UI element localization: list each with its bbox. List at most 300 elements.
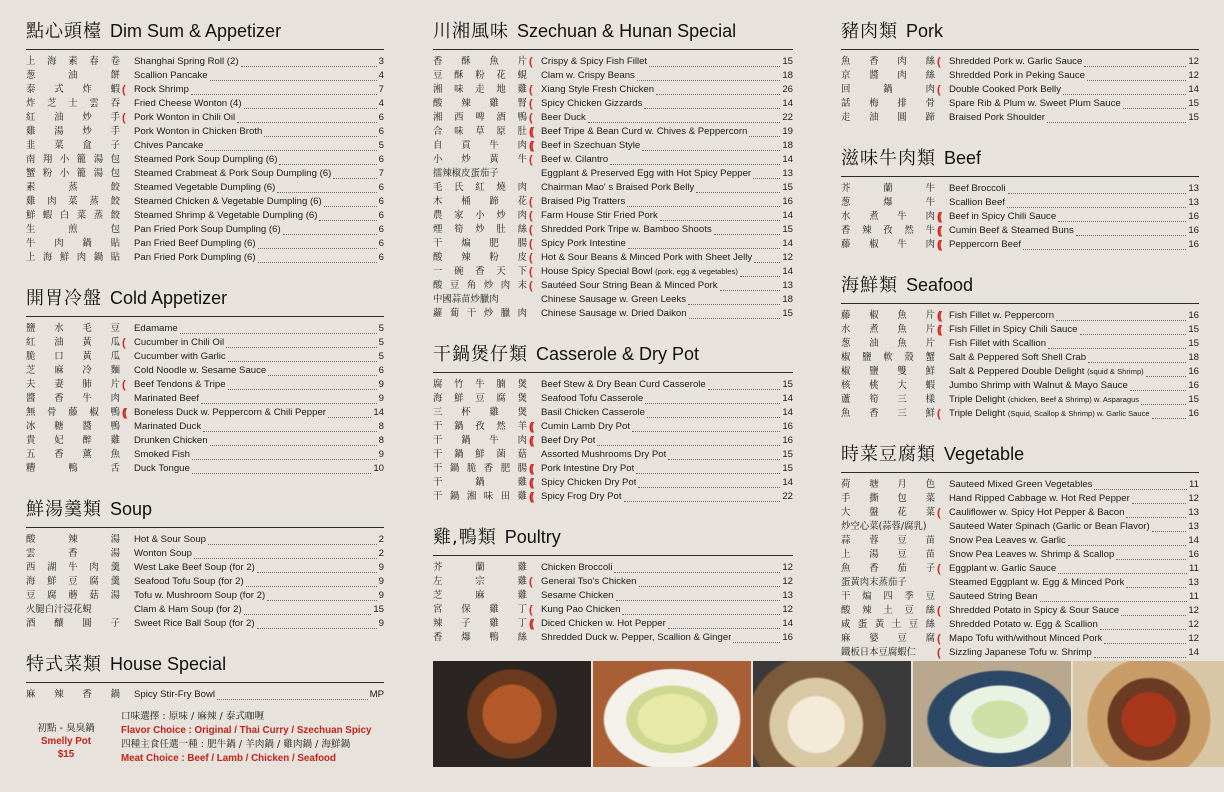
menu-item-zh [26, 406, 120, 420]
menu-item-price: 15 [782, 56, 793, 67]
menu-item-price: 12 [782, 576, 793, 587]
menu-item [841, 393, 1199, 407]
chili-pepper-icon: (( [122, 407, 126, 419]
section-title-en: Szechuan & Hunan Special [517, 21, 737, 41]
menu-item-en-text: Pork Wonton in Chicken Broth [134, 126, 263, 137]
menu-item-zh [433, 237, 527, 251]
zh-char: 盤 [869, 507, 879, 518]
zh-char: 脆 [26, 351, 36, 362]
menu-item [433, 490, 793, 504]
menu-item-zh [841, 506, 935, 520]
zh-char: 生 [26, 224, 36, 235]
menu-item-zh [433, 251, 527, 265]
menu-item-price: 16 [1188, 225, 1199, 236]
zh-char: 鍋 [461, 435, 471, 446]
zh-char: 羊 [517, 421, 527, 432]
zh-char: 湯 [54, 126, 64, 137]
zh-char: 土 [883, 605, 893, 616]
menu-item-price: 14 [782, 477, 793, 488]
zh-char: 蒸 [68, 182, 78, 193]
zh-char: 春 [89, 56, 99, 67]
zh-char: 塘 [869, 479, 879, 490]
menu-item-en [949, 69, 1085, 83]
zh-char: 三 [897, 394, 907, 405]
menu-item-price: 14 [1188, 84, 1199, 95]
menu-item-en-text: Diced Chicken w. Hot Pepper [541, 618, 666, 629]
menu-item-price: 4 [378, 98, 384, 109]
zh-char: 蘿 [433, 308, 443, 319]
zh-char: 肉 [110, 393, 120, 404]
zh-char: 小 [475, 210, 485, 221]
zh-char: 菜 [68, 196, 78, 207]
menu-item-en [949, 323, 1078, 337]
zh-char: 豆 [897, 535, 907, 546]
zh-char: 餃 [110, 210, 120, 221]
section-title [841, 443, 1199, 473]
menu-item-en-text: Braised Pork Shoulder [949, 112, 1045, 123]
chili-pepper-icon: ( [937, 633, 939, 645]
zh-char: 婆 [869, 633, 879, 644]
menu-item-en-text: Cumin Beef & Steamed Buns [949, 225, 1074, 236]
menu-item-en [541, 631, 731, 645]
menu-item-en-text: Chinese Sausage w. Dried Daikon [541, 308, 687, 319]
zh-char: 桃 [869, 380, 879, 391]
menu-item [26, 167, 384, 181]
zh-char: 葱 [841, 338, 851, 349]
menu-item-zh [26, 209, 120, 223]
menu-item-zh [26, 322, 120, 336]
zh-char: 香 [841, 225, 851, 236]
menu-item-price: 13 [1188, 577, 1199, 588]
menu-item-en [949, 632, 1102, 646]
zh-char: 苗 [925, 549, 935, 560]
menu-item-zh [841, 562, 935, 576]
menu-item-price: 16 [1188, 239, 1199, 250]
zh-char: 海 [433, 393, 443, 404]
zh-char: 毛 [433, 182, 443, 193]
zh-char: 素 [26, 182, 36, 193]
leader-dots [180, 325, 377, 334]
leader-dots [1084, 58, 1186, 67]
menu-item [841, 520, 1199, 534]
zh-char: 貼 [110, 238, 120, 249]
chili-pepper-icon: ( [529, 154, 531, 166]
menu-item-price: 16 [782, 421, 793, 432]
zh-char: 酸 [841, 605, 851, 616]
menu-item [841, 646, 1199, 660]
menu-item [433, 378, 793, 392]
menu-item-en [949, 365, 1144, 379]
zh-char: 魚 [897, 338, 907, 349]
menu-item [841, 224, 1199, 238]
zh-char: 椒 [841, 352, 851, 363]
leader-dots [208, 536, 377, 545]
menu-item-price: 6 [378, 154, 384, 165]
menu-item [433, 265, 793, 279]
menu-item-en [541, 223, 712, 237]
menu-item-zh [26, 378, 120, 392]
leader-dots [632, 423, 780, 432]
food-photo-5 [1073, 661, 1224, 767]
zh-char: 田 [500, 491, 511, 502]
menu-item-price: 16 [1188, 380, 1199, 391]
menu-item-price: 6 [378, 182, 384, 193]
zh-char: 盒 [82, 140, 92, 151]
menu-item-en [134, 688, 215, 702]
zh-char: 肉 [897, 56, 907, 67]
menu-item-en [134, 364, 266, 378]
menu-item-en [949, 548, 1114, 562]
smelly-pot-price: $15 [57, 749, 75, 760]
zh-char: 蝦 [110, 84, 120, 95]
menu-item-en [134, 434, 208, 448]
menu-item [841, 590, 1199, 604]
zh-char: 走 [475, 84, 485, 95]
leader-dots [610, 156, 780, 165]
menu-item-zh [433, 83, 527, 97]
zh-char: 毛 [82, 323, 92, 334]
menu-item-en-text: Scallion Beef [949, 197, 1005, 208]
zh-char: 五 [26, 449, 36, 460]
leader-dots [228, 353, 377, 362]
menu-item-en-text: Beer Duck [541, 112, 586, 123]
zh-char: 下 [517, 266, 527, 277]
menu-item-en-note: (chicken, Beef & Shrimp) w. Asparagus [1007, 395, 1140, 404]
menu-item-price: 16 [1188, 549, 1199, 560]
zh-char: 夫 [26, 379, 36, 390]
menu-item [841, 365, 1199, 379]
menu-item-en [134, 406, 326, 420]
menu-item-price: 16 [1188, 310, 1199, 321]
section-seafood [841, 274, 1199, 421]
leader-dots [668, 620, 781, 629]
leader-dots [636, 465, 780, 474]
menu-column-left [26, 20, 384, 780]
zh-char: 蘭 [883, 183, 893, 194]
zh-char: 魚 [841, 408, 851, 419]
menu-item-price: 14 [782, 393, 793, 404]
menu-item-zh [433, 139, 527, 153]
section-title-en: Casserole & Dry Pot [536, 344, 700, 364]
zh-char: 冰 [26, 421, 36, 432]
menu-item-en-text: Steamed Vegetable Dumpling (6) [134, 182, 276, 193]
zh-char: 煸 [862, 591, 872, 602]
menu-item-en [541, 378, 706, 392]
menu-item-price: 13 [782, 280, 793, 291]
menu-item-zh [433, 631, 527, 645]
zh-char: 孜 [475, 421, 485, 432]
zh-char: 湯 [110, 548, 120, 559]
menu-item-zh [26, 336, 120, 350]
menu-item-price: 14 [782, 210, 793, 221]
section-title-zh: 開胃冷盤 [26, 288, 102, 309]
menu-item-en [541, 392, 643, 406]
menu-item-price: 26 [782, 84, 793, 95]
leader-dots [210, 437, 377, 446]
leader-dots [624, 493, 781, 502]
zh-char: 包 [897, 493, 907, 504]
menu-item-en-text: West Lake Beef Soup (for 2) [134, 562, 255, 573]
menu-item-en [949, 238, 1021, 252]
zh-char: 包 [110, 168, 120, 179]
menu-item-price: 9 [378, 562, 384, 573]
zh-char: 鹽 [869, 366, 879, 377]
zh-char: 辣 [461, 252, 471, 263]
zh-char: 蒜 [841, 535, 851, 546]
menu-item-price: 6 [378, 112, 384, 123]
leader-dots [668, 451, 780, 460]
menu-item-en-text: Rock Shrimp [134, 84, 189, 95]
zh-char: 氏 [454, 182, 464, 193]
menu-item [26, 420, 384, 434]
menu-item-zh [433, 181, 527, 195]
zh-char: 炒 [475, 224, 485, 235]
menu-item-price: 9 [378, 393, 384, 404]
leader-dots [244, 606, 372, 615]
menu-item-en-text: Beef w. Cilantro [541, 154, 609, 165]
zh-char: 酸 [433, 280, 443, 291]
menu-item-price: 13 [1188, 507, 1199, 518]
menu-item-en-text: Double Cooked Pork Belly [949, 84, 1061, 95]
menu-item-en-text: Fish Fillet with Scallion [949, 338, 1047, 349]
menu-item-en [949, 478, 1092, 492]
chili-pepper-icon: ( [529, 604, 531, 616]
menu-item-en [949, 618, 1098, 632]
zh-char: 鍋 [475, 477, 485, 488]
menu-item-price: 13 [782, 168, 793, 179]
zh-char: 油 [54, 112, 64, 123]
menu-item-en [541, 603, 620, 617]
menu-item [26, 251, 384, 265]
section-title-en: House Special [110, 654, 227, 674]
menu-item-en-text: Beef Broccoli [949, 183, 1006, 194]
zh-char: 西 [26, 562, 36, 573]
zh-char: 鍋 [82, 238, 92, 249]
chili-pepper-icon: ( [529, 84, 531, 96]
zh-char: 貢 [461, 140, 471, 151]
zh-char: 梅 [869, 98, 879, 109]
section-beef [841, 147, 1199, 252]
menu-item-en [134, 378, 226, 392]
zh-char: 圓 [82, 618, 92, 629]
menu-item-en-text: Farm House Stir Fried Pork [541, 210, 658, 221]
menu-item-zh [433, 153, 527, 167]
menu-item-price: 12 [782, 604, 793, 615]
menu-item-price: MP [369, 689, 384, 700]
leader-dots [644, 100, 780, 109]
leader-dots [217, 691, 368, 700]
zh-char: 腐 [433, 379, 443, 390]
zh-char: 雲 [26, 548, 36, 559]
menu-item-price: 15 [1188, 338, 1199, 349]
zh-char: 鍋 [454, 421, 464, 432]
menu-item-zh [433, 69, 527, 83]
menu-item-en [949, 407, 1150, 421]
menu-item-price: 5 [378, 140, 384, 151]
menu-item-zh [433, 490, 527, 504]
menu-item-en [949, 393, 1139, 407]
menu-item-en [949, 604, 1119, 618]
zh-char: 醬 [26, 393, 36, 404]
leader-dots [660, 212, 781, 221]
leader-dots [696, 184, 780, 193]
zh-char: 牛 [489, 140, 499, 151]
chili-pepper-icon: ( [937, 84, 939, 96]
zh-char: 芝 [47, 98, 57, 109]
menu-item [433, 307, 793, 321]
chili-pepper-icon: ( [937, 647, 939, 659]
zh-char: 芥 [841, 183, 851, 194]
zh-char: 妃 [54, 435, 64, 446]
zh-char: 木 [433, 196, 443, 207]
menu-item-price: 6 [378, 126, 384, 137]
zh-char: 家 [454, 210, 464, 221]
menu-item [433, 195, 793, 209]
menu-column-right [841, 20, 1199, 682]
zh-char: 魚 [489, 56, 499, 67]
zh-char: 京 [841, 70, 851, 81]
zh-char: 肚 [496, 224, 506, 235]
leader-dots [1076, 227, 1187, 236]
zh-char: 雞 [489, 407, 499, 418]
menu-item [26, 69, 384, 83]
zh-char: 末 [517, 280, 527, 291]
menu-item-zh: 蛋黃肉末蒸茄子 [841, 577, 907, 588]
chili-pepper-icon: (( [529, 477, 533, 489]
menu-item [433, 237, 793, 251]
zh-char: 煲 [517, 407, 527, 418]
zh-char: 殼 [904, 352, 914, 363]
menu-item-price: 12 [1188, 605, 1199, 616]
menu-item-en [541, 476, 636, 490]
zh-char: 香 [54, 449, 64, 460]
zh-char: 小 [59, 154, 70, 165]
menu-item-en-text: Beef in Spicy Chili Sauce [949, 211, 1057, 222]
zh-char: 地 [496, 84, 506, 95]
zh-char: 鴨 [517, 112, 527, 123]
menu-item-en [134, 420, 201, 434]
menu-item-en-text: Marinated Duck [134, 421, 202, 432]
menu-item [841, 632, 1199, 646]
zh-char: 肺 [82, 379, 92, 390]
zh-char: 蛋 [857, 619, 868, 630]
menu-item-price: 12 [1188, 633, 1199, 644]
zh-char: 片 [925, 324, 935, 335]
section-title-en: Poultry [504, 527, 561, 547]
menu-item [841, 182, 1199, 196]
menu-item [841, 83, 1199, 97]
leader-dots [267, 592, 376, 601]
menu-item-en-text: Hand Ripped Cabbage w. Hot Red Pepper [949, 493, 1130, 504]
menu-item-en-text: Shredded Pork Tripe w. Bamboo Shoots [541, 224, 712, 235]
chili-pepper-icon: ( [529, 98, 531, 110]
zh-char: 花 [496, 70, 506, 81]
zh-char: 雞 [517, 562, 527, 573]
zh-char: 雞 [489, 618, 499, 629]
menu-item-en [541, 462, 634, 476]
menu-item-zh: 炒空心菜(蒜蓉/腐乳) [841, 521, 927, 532]
zh-char: 瓜 [110, 351, 120, 362]
zh-char: 宗 [475, 576, 485, 587]
menu-item-price: 10 [373, 463, 384, 474]
menu-item-zh [433, 378, 527, 392]
menu-item [841, 492, 1199, 506]
zh-char: 粉 [475, 70, 485, 81]
menu-item-price: 13 [1188, 521, 1199, 532]
menu-item-en-text: Cauliflower w. Spicy Hot Pepper & Bacon [949, 507, 1125, 518]
menu-item-price: 14 [782, 618, 793, 629]
zh-char: 回 [841, 84, 851, 95]
zh-char: 雲 [89, 98, 99, 109]
leader-dots [1130, 382, 1187, 391]
zh-char: 煮 [869, 324, 879, 335]
menu-item-en-text: Fried Cheese Wonton (4) [134, 98, 242, 109]
zh-char: 肉 [517, 435, 527, 446]
zh-char: 菇 [89, 590, 99, 601]
leader-dots [257, 564, 377, 573]
zh-char: 黃 [82, 337, 92, 348]
menu-item-price: 15 [1188, 324, 1199, 335]
zh-char: 干 [466, 308, 477, 319]
leader-dots [203, 423, 376, 432]
zh-char: 香 [433, 632, 443, 643]
menu-item-en [541, 420, 630, 434]
menu-item-en-text: Shanghai Spring Roll (2) [134, 56, 239, 67]
menu-item-en-text: Pork Wonton in Chili Oil [134, 112, 236, 123]
menu-item-price: 3 [378, 56, 384, 67]
menu-item-en-note: (pork, egg & vegetables) [655, 267, 738, 276]
menu-item-en-text: General Tso's Chicken [541, 576, 637, 587]
zh-char: 干 [433, 463, 443, 474]
zh-char: 孜 [883, 225, 893, 236]
menu-item-zh [26, 153, 120, 167]
menu-item [433, 561, 793, 575]
zh-char: 餃 [110, 182, 120, 193]
leader-dots [1141, 396, 1186, 405]
zh-char: 杯 [461, 407, 471, 418]
food-photo-4 [913, 661, 1071, 767]
zh-char: 菜 [54, 140, 64, 151]
menu-item-price: 13 [782, 590, 793, 601]
menu-item [26, 688, 384, 702]
zh-char: 餃 [110, 196, 120, 207]
zh-char: 荷 [841, 479, 851, 490]
zh-char: 味 [454, 126, 464, 137]
zh-char: 竹 [454, 379, 464, 390]
section-cold-appetizer [26, 287, 384, 476]
chili-pepper-icon: (( [937, 310, 941, 322]
zh-char: 蒸 [89, 196, 99, 207]
zh-char: 煲 [517, 379, 527, 390]
menu-item [841, 618, 1199, 632]
menu-item [26, 462, 384, 476]
zh-char: 薰 [82, 449, 92, 460]
menu-item [841, 351, 1199, 365]
zh-char: 雞 [517, 590, 527, 601]
menu-item-en-text: Fish Fillet w. Peppercorn [949, 310, 1055, 321]
menu-item-zh [433, 307, 527, 321]
zh-char: 上 [26, 56, 36, 67]
zh-char: 桶 [461, 196, 471, 207]
zh-char: 色 [925, 479, 935, 490]
zh-char: 肉 [517, 210, 527, 221]
menu-item-zh [26, 223, 120, 237]
zh-char: 醬 [869, 70, 879, 81]
leader-dots [1094, 481, 1187, 490]
chili-pepper-icon: ( [937, 56, 939, 68]
leader-dots [1007, 199, 1186, 208]
zh-char: 辣 [433, 618, 443, 629]
